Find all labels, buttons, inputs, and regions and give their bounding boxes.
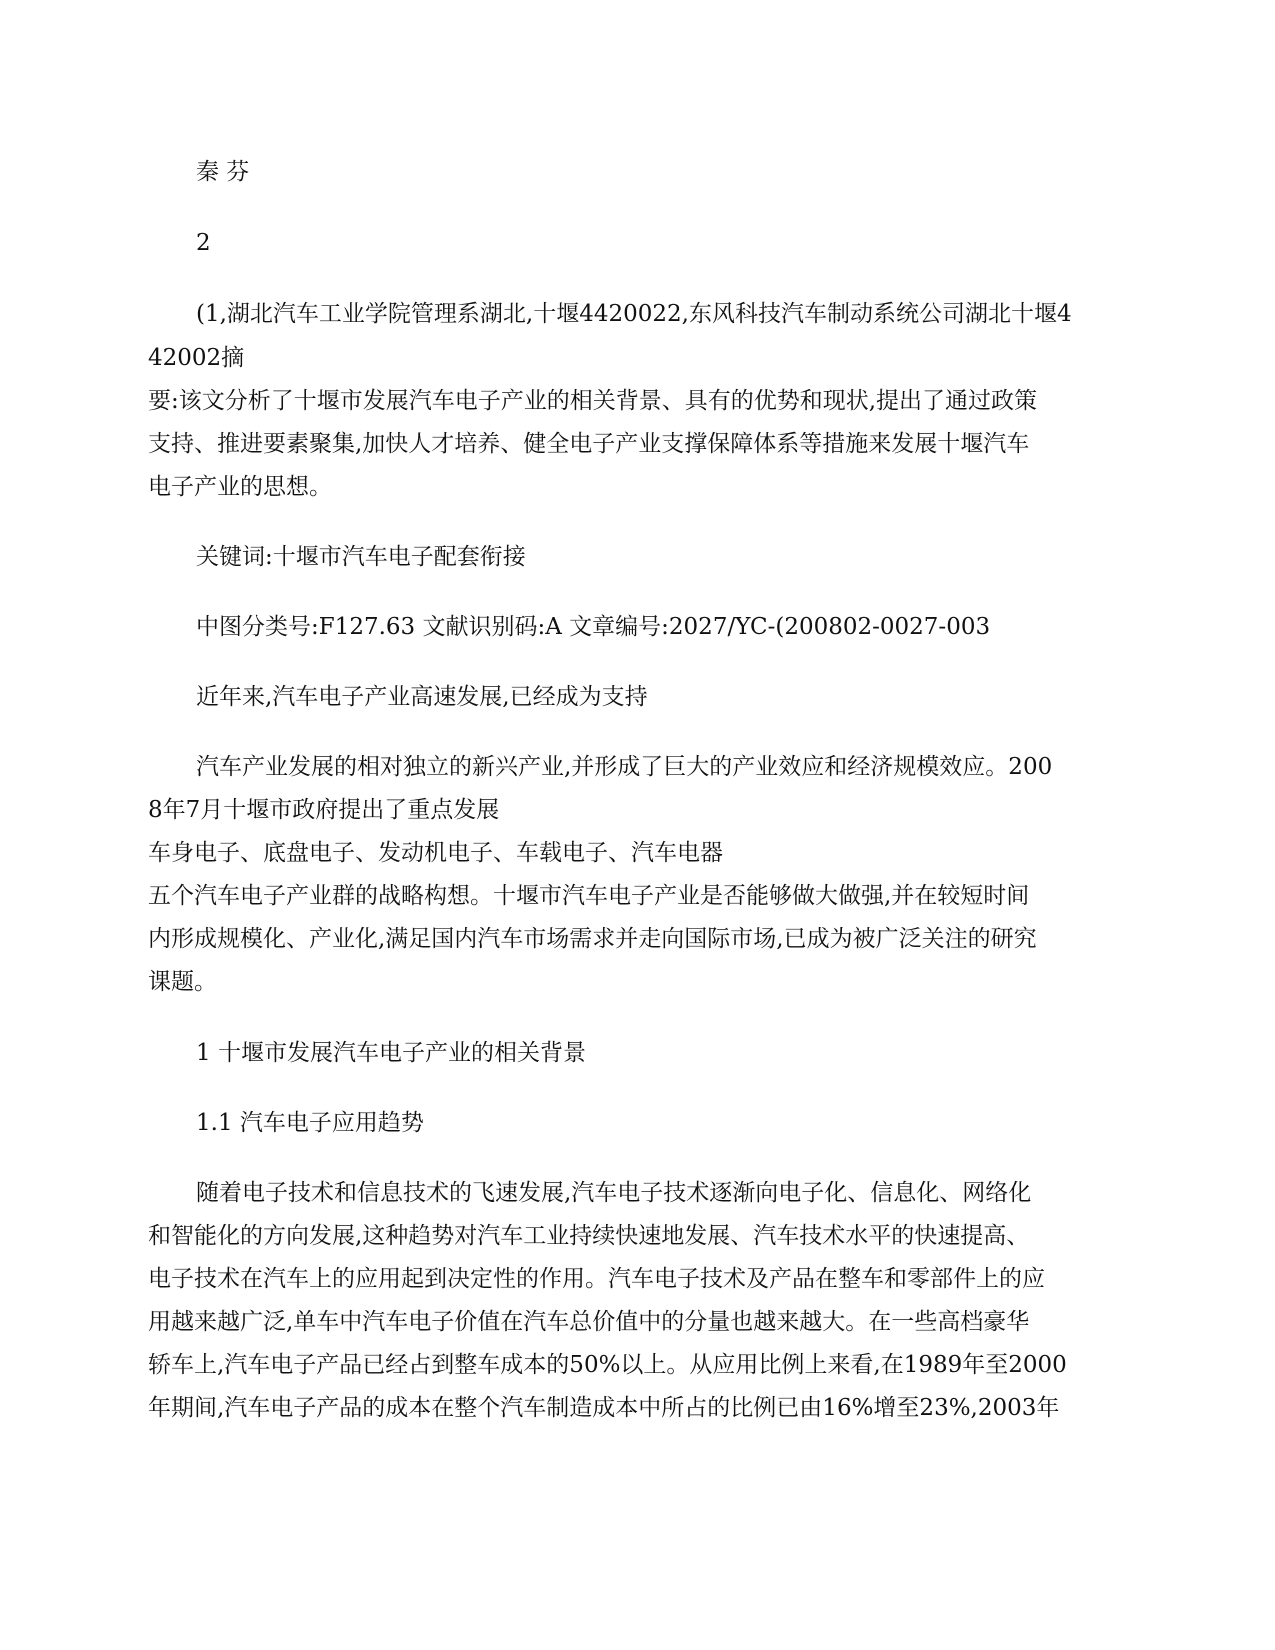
- subsection-heading: 1.1 汽车电子应用趋势: [196, 1110, 424, 1136]
- affiliation-line: 42002摘: [148, 345, 245, 371]
- affiliation-line: (1,湖北汽车工业学院管理系湖北,十堰4420022,东风科技汽车制动系统公司湖北十堰4: [196, 301, 1072, 327]
- body-paragraph: 近年来,汽车电子产业高速发展,已经成为支持: [196, 684, 648, 710]
- body-line: 汽车产业发展的相对独立的新兴产业,并形成了巨大的产业效应和经济规模效应。200: [196, 754, 1053, 780]
- abstract-line: 电子产业的思想。: [148, 474, 332, 500]
- keywords: 关键词:十堰市汽车电子配套衔接: [196, 544, 526, 570]
- section-heading: 1 十堰市发展汽车电子产业的相关背景: [196, 1040, 586, 1066]
- body-line: 随着电子技术和信息技术的飞速发展,汽车电子技术逐渐向电子化、信息化、网络化: [196, 1180, 1032, 1206]
- body-line: 内形成规模化、产业化,满足国内汽车市场需求并走向国际市场,已成为被广泛关注的研究: [148, 926, 1037, 952]
- body-line: 车身电子、底盘电子、发动机电子、车载电子、汽车电器: [148, 840, 723, 866]
- body-line: 和智能化的方向发展,这种趋势对汽车工业持续快速地发展、汽车技术水平的快速提高、: [148, 1223, 1030, 1249]
- body-line: 用越来越广泛,单车中汽车电子价值在汽车总价值中的分量也越来越大。在一些高档豪华: [148, 1309, 1030, 1335]
- body-line: 8年7月十堰市政府提出了重点发展: [148, 797, 500, 823]
- author-affiliation-marker: 2: [196, 230, 211, 256]
- body-line: 课题。: [148, 969, 217, 995]
- abstract-line: 支持、推进要素聚集,加快人才培养、健全电子产业支撑保障体系等措施来发展十堰汽车: [148, 431, 1030, 457]
- body-line: 年期间,汽车电子产品的成本在整个汽车制造成本中所占的比例已由16%增至23%,2003年: [148, 1395, 1060, 1421]
- abstract-line: 要:该文分析了十堰市发展汽车电子产业的相关背景、具有的优势和现状,提出了通过政策: [148, 388, 1038, 414]
- classification-line: 中图分类号:F127.63 文献识别码:A 文章编号:2027/YC-(200802-0027-003: [196, 614, 991, 640]
- body-line: 轿车上,汽车电子产品已经占到整车成本的50%以上。从应用比例上来看,在1989年至2000: [148, 1352, 1067, 1378]
- body-line: 五个汽车电子产业群的战略构想。十堰市汽车电子产业是否能够做大做强,并在较短时间: [148, 883, 1030, 909]
- body-line: 电子技术在汽车上的应用起到决定性的作用。汽车电子技术及产品在整车和零部件上的应: [148, 1266, 1045, 1292]
- author-name: 秦 芬: [196, 159, 250, 185]
